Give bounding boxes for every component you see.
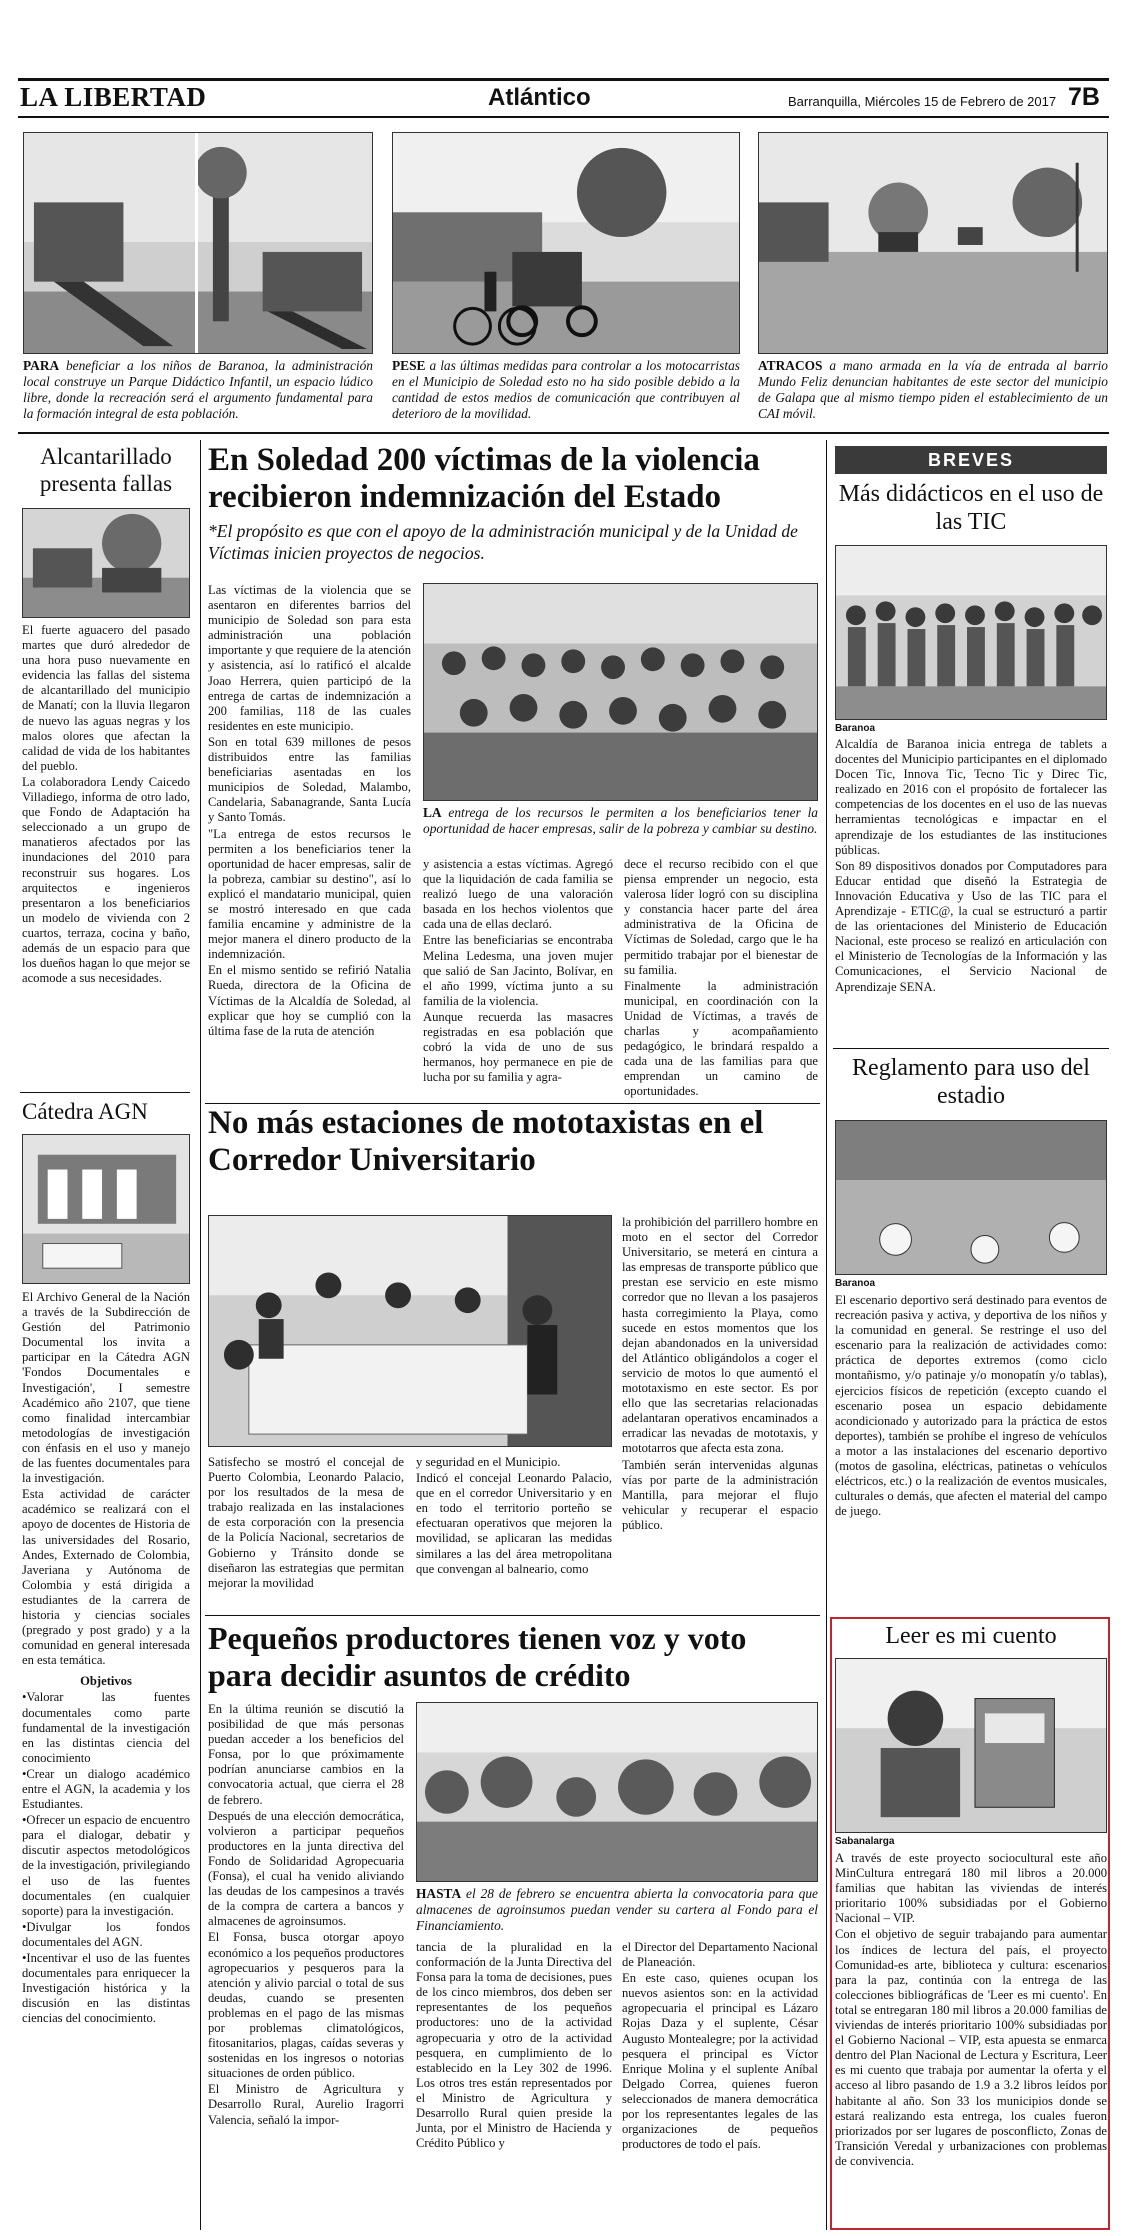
dateline: Barranquilla, Miércoles 15 de Febrero de 2017 [788, 94, 1057, 109]
soledad-deck: *El propósito es que con el apoyo de la administración municipal y de la Unidad de Víctimas inicien proyectos de negocios. [208, 521, 798, 563]
soledad-col1: Las víctimas de la violencia que se asentaron en diferentes barrios del municipio de Soledad son para esta administración una población importante y que requiere de la atención y asistencia, así lo ratificó el alcalde Joao Herrera, quien participó de la entrega de cartas de indemnización a 200 familias, 118 de las cuales residentes en este municipio. Son en total 639 millones de pesos distribuidos entre las familias beneficiarias asentadas en los municipios de Soledad, Malambo, Candelaria, Sabanagrande, Santa Lucía y Santo Tomás. "La entrega de estos recursos le permiten a los beneficiarios tener la oportunidad de hacer empresas, salir de la pobreza, cambiar su destino", así lo explicó el mandatario municipal, quien se mostró interesado en que cada familia encamine y administre de la mejor manera el dinero producto de la indemnización. En el mismo sentido se refirió Natalia Rueda, directora de la Oficina de Víctimas de la Alcaldía de Soledad, al explicar que hoy se cumplió con la última fase de la ruta de atención [208, 583, 411, 1038]
agn-body: El Archivo General de la Nación a través de la Subdirección de Gestión del Patrimonio Documental los invita a participar en la Cátedra AGN 'Fondos Documentales e Investigación', I semestre Académico año 2107, que tiene como finalidad intercambiar metodologías de investigación con énfasis en el uso y manejo de las fuentes documentales para la investigación. Esta actividad de carácter académico se realizará con el apoyo de docentes de Historia de las universidades del Rosario, Andes, Externado de Colombia, Javeriana y Autónoma de Colombia y está dirigida a estudiantes de la carrera de historia y ciencias sociales (pregrado y post grado) y a la comunidad en general interesada en esta temática. Objetivos •Valorar las fuentes documentales como parte fundamental de la investigación en las distintas ciencia del conocimiento •Crear un dialogo académico entre el AGN, la academia y los Estudiantes. •Ofrecer un espacio de encuentro para el dialogar, debatir y discutir aspectos metodológicos de la investigación, privilegiando el uso de las fuentes documentales (en cualquier soporte) para la investigación. •Divulgar los fondos documentales del AGN. •Incentivar el uso de las fuentes documentales para enriquecer la Investigación histórica y la discusión en las distintas ciencias del conocimiento. [22, 1290, 190, 2026]
victims-photo [423, 583, 818, 801]
agn-photo [22, 1134, 190, 1284]
soledad-col2: y asistencia a estas víctimas. Agregó que la liquidación de cada familia se realizó luego de una valoración basada en los hechos violentos que cada una de ellas declaró. Entre las beneficiarias se encontraba Melina Ledesma, una joven mujer que salió de San Jacinto, Bolívar, en el año 1999, víctima junto a su familia de la violencia. Aunque recuerda las masacres registradas en esa población que cobró la vida de uno de sus hermanos, hoy permanece en pie de lucha por su familia y agra- [423, 857, 613, 1085]
pequenos-col3: el Director del Departamento Nacional de Planeación. En este caso, quienes ocupan los nuevos asientos son: en la actividad agropecuaria el principal es Lázaro Rojas Daza y el suplente, César Augusto Montealegre; por la actividad pesquera el principal es Víctor Enrique Molina y el suplente Aníbal Delgado Correa, quienes fueron seleccionados de manera democrática por los representantes legales de las organizaciones de pequeños productores de todo el país. [622, 1940, 818, 2152]
leer-photo [835, 1658, 1107, 1833]
photo-caption-3: ATRACOS a mano armada en la vía de entrada al barrio Mundo Feliz denuncian habitantes de este sector del municipio de Galapa que al mismo tiempo piden el establecimiento de un CAI móvil. [758, 358, 1108, 421]
crops-caption: HASTA el 28 de febrero se encuentra abierta la convocatoria para que almacenes de agroinsumos puedan vender su cartera al Fondo para el Financiamiento. [416, 1886, 818, 1933]
agn-title: Cátedra AGN [22, 1099, 148, 1124]
tic-title: Más didácticos en el uso de las TIC [838, 481, 1104, 535]
crops-photo [416, 1702, 818, 1882]
alcantarillado-title: Alcantarillado presenta fallas [39, 444, 173, 496]
pequenos-headline: Pequeños productores tienen voz y voto para decidir asuntos de crédito [208, 1620, 747, 1693]
estadio-photo [835, 1120, 1107, 1275]
section-rule [18, 432, 1109, 434]
photo-caption-2: PESE a las últimas medidas para controlar a los motocarristas en el Municipio de Soledad esto no ha sido posible debido a la cantidad de estos medios de comunicación que contribuyen al deterioro de la movilidad. [392, 358, 740, 421]
alcantarillado-body: El fuerte aguacero del pasado martes que duró alrededor de una hora puso nuevamente en evidencia las fallas del sistema de alcantarillado del municipio de Manatí; con la lluvia llegaron de nuevo las aguas negras y los malos olores que afectan la calidad de vida de los habitantes del pueblo. La colaboradora Lendy Caicedo Villadiego, informa de otro lado, que Fondo de Adaptación ha seleccionado a un grupo de manatieros afectados por las inundaciones del 2010 para reconstruir sus hogares. Los arquitectos e ingenieros presentaron a los beneficiarios un modelo de vivienda con 2 cuartos, terraza, cocina y baño, además de un espacio para que los dueños hagan lo que mejor se acomode a sus necesidades. [22, 623, 190, 986]
masthead-top-rule [18, 78, 1109, 81]
moto-headline: No más estaciones de mototaxistas en el Corredor Universitario [208, 1105, 764, 1178]
page-number: 7B [1068, 83, 1100, 111]
paper-name: LA LIBERTAD [20, 82, 207, 112]
motocarro-photo [392, 132, 740, 354]
leer-credit: Sabanalarga [835, 1836, 895, 1847]
moto-right-col: la prohibición del parrillero hombre en moto en el sector del Corredor Universitario, se meterá en cintura a las empresas de transporte público que prestan ese servicio en este mismo corredor que no llevan a los pasajeros hasta corregimiento la Playa, como sucede en estos momentos que los dejan abandonados en la universidad del Atlántico obligándolos a coger el servicio de motos lo que aumentó el mototaxismo en este sector. Es por ello que las secretarias relacionadas adelantaran operativos encaminados a erradicar las nevadas de mototaxis, y mototarros que afecta esta zona. También serán intervenidas algunas vías por parte de la administración Mantilla, para mejorar el flujo vehicular y recuperar el espacio público. [622, 1215, 818, 1532]
estadio-body: El escenario deportivo será destinado para eventos de recreación pasiva y activa, y deportiva de los niños y la comunidad en general. Se restringe el uso del escenario para la realización de actividades como: práctica de deportes extremos (como ciclo montañismo, y/o patinaje y/o monopatín y/o tablas), ejercicios físicos de repetición (excepto cuando el escenario posea un espacio debidamente acondicionado y autorizado para la práctica de estos deportes), también se prohíbe el ingreso de vehículos a motor a las instalaciones del escenario deportivo (motos de gasolina, eléctricas, patinetas o vehículos eléctricos, etc.) o la realización de eventos musicales, culturales o demás, que afecten el material del campo de juego. [835, 1293, 1107, 1519]
soledad-col3: dece el recurso recibido con el que piensa emprender un negocio, esta valerosa líder logró con su disciplina y constancia hacer parte del área administrativa de la Oficina de Víctimas de Soledad, cargo que le ha permitido trabajar por el bienestar de su familia. Finalmente la administración municipal, en coordinación con la Unidad de Víctimas, a través de charlas y acompañamiento pedagógico, le brindará respaldo a cada una de las familias para que emprendan un camino de oportunidades. [624, 857, 818, 1099]
tic-photo [835, 545, 1107, 720]
breves-banner: BREVES [835, 446, 1107, 474]
masthead-bottom-rule [18, 116, 1109, 118]
objetivos-heading: Objetivos [80, 1674, 132, 1689]
moto-col2: y seguridad en el Municipio. Indicó el concejal Leonardo Palacio, que en el corredor Universitario y en en todo el territorio porteño se efectuaran operativos que mejoren la movilidad, se aplicaran las medidas similares a las del área metropolitana que convengan al balneario, como [416, 1455, 612, 1576]
playground-photo [23, 132, 373, 354]
moto-col1: Satisfecho se mostró el concejal de Puerto Colombia, Leonardo Palacio, por los resultados de la mesa de trabajo realizada en las instalaciones de esta corporación con la presencia de la Policía Nacional, secretarios de Gobierno y Tránsito donde se diseñaron las estrategias que permitan mejorar la movilidad [208, 1455, 404, 1590]
estadio-title: Reglamento para uso del estadio [852, 1055, 1090, 1109]
tic-body: Alcaldía de Baranoa inicia entrega de tablets a docentes del Municipio participantes en el diplomado Docen Tic, Innova Tic, Tecno Tic y Direc Tic, realizado en 2016 con el propósito de fortalecer las competencias de los docentes en el uso de las nuevas herramientas tecnológicas e impactar en el aprendizaje de los estudiantes de las instituciones públicas. Son 89 dispositivos donados por Computadores para Educar entidad que diseñó la Estrategia de Innovación Educativa y Uso de las TIC para el Aprendizaje - ETIC@, la cual se estructuró a partir de las orientaciones del Ministerio de Educación Nacional, este proceso se realizó en articulación con el Ministerio de Tecnologías de la Información y las Comunicaciones, el Servicio Nacional de Aprendizaje SENA. [835, 737, 1107, 994]
meeting-photo [208, 1215, 612, 1447]
estadio-credit: Baranoa [835, 1278, 876, 1289]
leer-body: A través de este proyecto sociocultural este año MinCultura entregará 180 mil libros a 20.000 familias que habitan las viviendas de interés prioritario 100% subsidiadas por el Gobierno Nacional – VIP. Con el objetivo de seguir trabajando para aumentar los índices de lectura del país, el proyecto Comunidad-es arte, biblioteca y cultura: escenarios para la paz, continúa con la entrega de las colecciones bibliográficas de 'Leer es mi cuento'. En total se entregaran 180 mil libros a 20.000 familias de viviendas de interés prioritario 100% subsidiadas por el Gobierno Nacional – VIP, esta apuesta se enmarca dentro del Plan Nacional de Lectura y Escritura, Leer es mi cuento que trabaja por aumentar la oferta y el acceso al libro pasando de 1.9 a 3.2 libros leídos por habitante al año. Son 33 los municipios donde se estará realizando esta entrega, los cuales fueron priorizados por ser lugares de posconflicto, Zonas de Transición Veredal y urbanizaciones con problemas de convivencia. [835, 1851, 1107, 2168]
alcantarillado-photo [22, 508, 190, 618]
pequenos-col1: En la última reunión se discutió la posibilidad de que más personas puedan acceder a los beneficios del Fonsa, por lo que próximamente podrían anunciarse cambios en la convocatoria actual, que cierra el 28 de febrero. Después de una elección democrática, volvieron a participar pequeños productores en la junta directiva del Fondo de Solidaridad Agropecuaria (Fonsa), el cual ha venido aliviando las deudas de los campesinos a través de la compra de cartera a bancos y almacenes de agroinsumos. El Fonsa, busca otorgar apoyo económico a los pequeños productores agropecuarios y pesqueros para la atención y alivio parcial o total de sus deudas, cuando se presenten problemas en el pago de las mismas por problemas climatológicos, fitosanitarios, plagas, caídas severas y sostenidas en los ingresos o notorias situaciones de orden público. El Ministro de Agricultura y Desarrollo Rural, Aurelio Iragorri Valencia, señaló la impor- [208, 1702, 404, 2127]
victims-caption: LA entrega de los recursos le permiten a los beneficiarios tener la oportunidad de hacer empresas, salir de la pobreza y cambiar su destino. [423, 805, 818, 836]
tic-credit: Baranoa [835, 723, 876, 734]
leer-title: Leer es mi cuento [885, 1623, 1057, 1649]
pequenos-col2: tancia de la pluralidad en la conformación de la Junta Directiva del Fonsa para la toma de decisiones, pues de los cinco miembros, dos deben ser representantes de los pequeños productores: uno de la actividad agropecuaria y otro de la actividad pesquera, en cumplimiento de lo establecido en la Ley 302 de 1996. Los otros tres están representados por el Ministro de Agricultura y Desarrollo Rural quien preside la Junta, por el Ministro de Hacienda y Crédito Público y [416, 1940, 612, 2151]
section-name: Atlántico [488, 84, 591, 111]
soledad-headline: En Soledad 200 víctimas de la violencia recibieron indemnización del Estado [208, 442, 760, 515]
photo-caption-1: PARA beneficiar a los niños de Baranoa, la administración local construye un Parque Didáctico Infantil, un espacio lúdico libre, donde la recreación será el argumento fundamental para la formación integral de esta población. [23, 358, 373, 421]
road-photo [758, 132, 1108, 354]
